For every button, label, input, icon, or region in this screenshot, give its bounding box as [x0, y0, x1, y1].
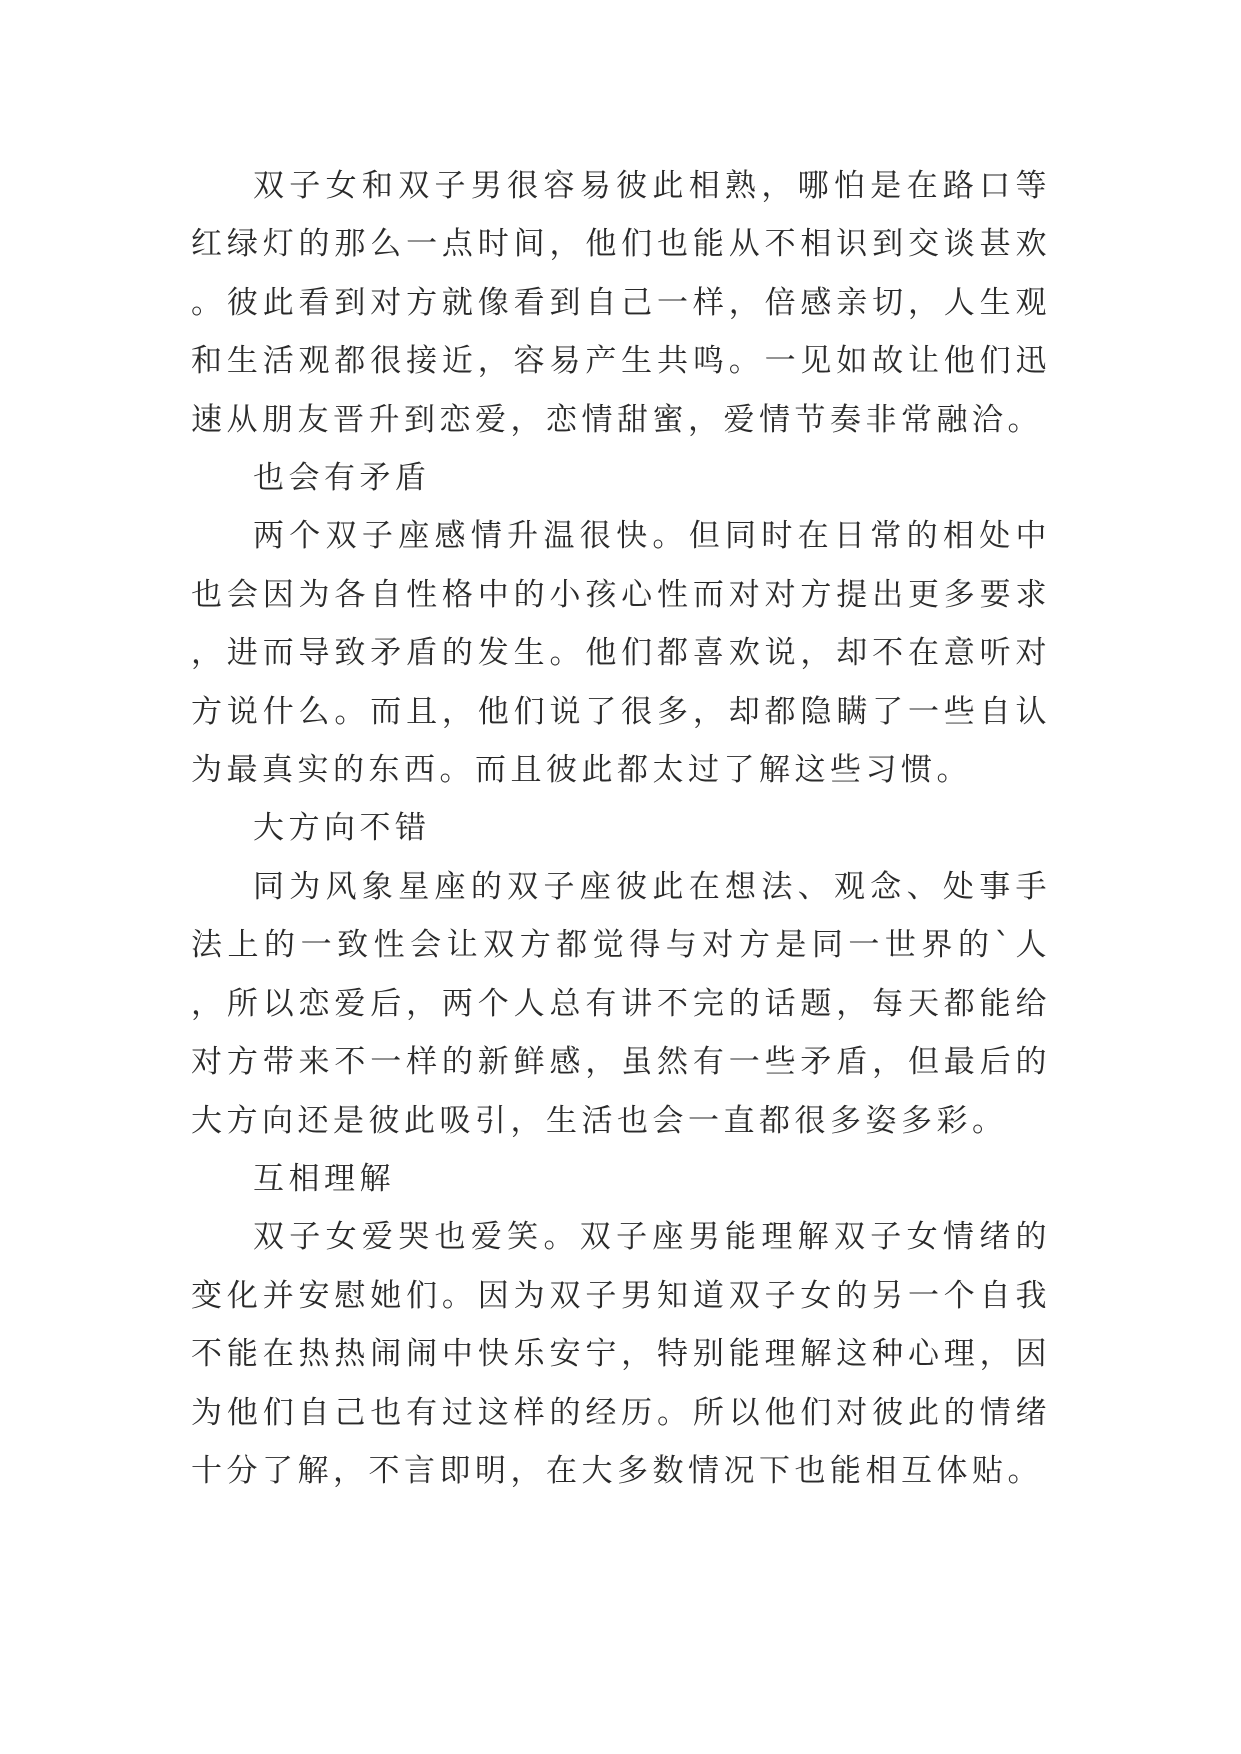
section-heading-conflict: 也会有矛盾	[253, 460, 431, 497]
paragraph-conflict: 两个双子座感情升温很快。但同时在日常的相处中也会因为各自性格中的小孩心性而对对方提出更多要求，进而导致矛盾的发生。他们都喜欢说，却不在意听对方说什么。而且，他们说了很多，却都隐瞒了一些自认为最真实的东西。而且彼此都太过了解这些习惯。	[191, 518, 1051, 789]
section-heading-understanding: 互相理解	[253, 1160, 395, 1197]
section-heading-direction: 大方向不错	[253, 810, 431, 847]
paragraph-intro: 双子女和双子男很容易彼此相熟，哪怕是在路口等红绿灯的那么一点时间，他们也能从不相识到交谈甚欢。彼此看到对方就像看到自己一样，倍感亲切，人生观和生活观都很接近，容易产生共鸣。一见如故让他们迅速从朋友晋升到恋爱，恋情甜蜜，爱情节奏非常融洽。	[191, 168, 1051, 438]
paragraph-understanding: 双子女爱哭也爱笑。双子座男能理解双子女情绪的变化并安慰她们。因为双子男知道双子女的另一个自我不能在热热闹闹中快乐安宁，特别能理解这种心理，因为他们自己也有过这样的经历。所以他们对彼此的情绪十分了解，不言即明，在大多数情况下也能相互体贴。	[191, 1219, 1051, 1489]
document-body	[191, 157, 1051, 1500]
paragraph-direction: 同为风象星座的双子座彼此在想法、观念、处事手法上的一致性会让双方都觉得与对方是同一世界的`人，所以恋爱后，两个人总有讲不完的话题，每天都能给对方带来不一样的新鲜感，虽然有一些矛盾，但最后的大方向还是彼此吸引，生活也会一直都很多姿多彩。	[191, 868, 1051, 1139]
